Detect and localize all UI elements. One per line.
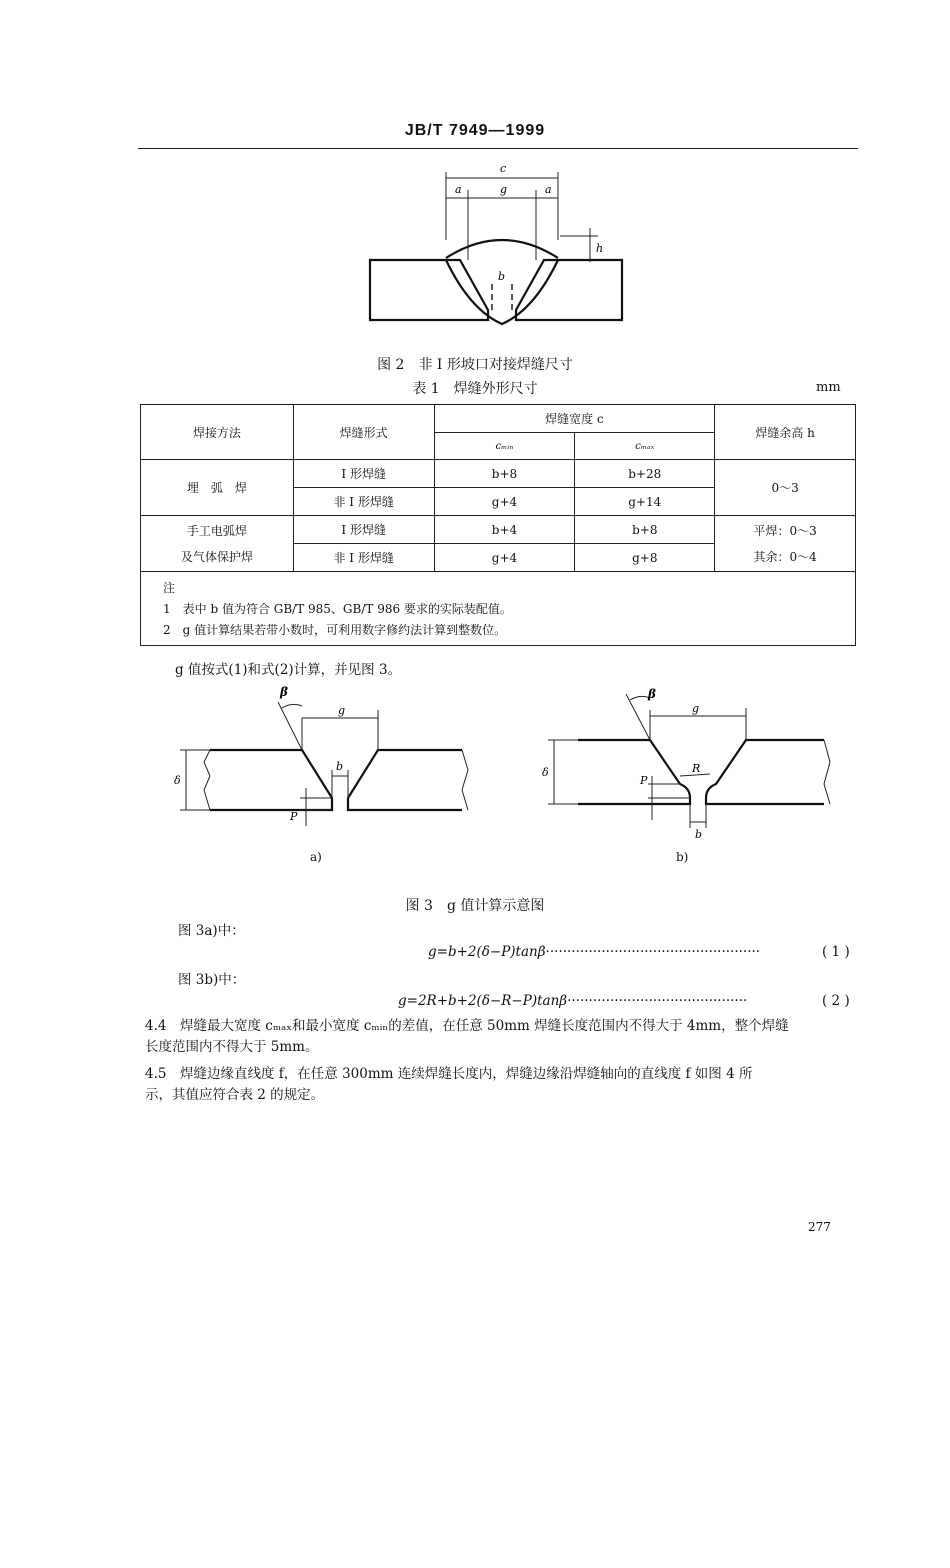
figure-2-weld-diagram [360,160,630,335]
reinforcement-line-2: 其余：0～4 [753,549,817,564]
equation-1-ref: 图 3a)中： [178,923,245,939]
note-item-1: 1 表中 b 值为符合 GB/T 985、GB/T 986 要求的实际装配值。 [163,602,512,616]
fig3a-b: b [336,760,344,773]
header-cmin: cₘᵢₙ [434,433,575,460]
method-line-1: 手工电弧焊 [186,523,247,538]
document-header: JB/T 7949—1999 [404,122,546,139]
clause-4-4-line2: 长度范围内不得大于 5mm。 [145,1039,319,1055]
table-cell: 0～3 [715,460,856,516]
table-cell: g+8 [575,544,715,572]
fig3a-P: P [290,810,298,823]
equation-2-number: ( 2 ) [822,993,850,1009]
table-cell: b+4 [434,516,575,544]
figure-3b-diagram [540,680,840,840]
table-cell: b+8 [434,460,575,488]
row-method-manual [141,516,294,572]
header-rule [138,148,858,149]
dim-label-c: c [500,162,507,175]
table-cell: g+14 [575,488,715,516]
fig3b-R: R [692,762,701,775]
table-cell: I 形焊缝 [293,460,434,488]
equation-1-formula: g=b+2(δ−P)tanβ [428,944,546,960]
fig3b-g: g [692,702,700,715]
equation-2-ref: 图 3b)中： [178,972,246,988]
figure-3-caption: 图 3 g 值计算示意图 [405,898,545,914]
dim-label-h: h [596,242,604,255]
header-cmax: cₘₐₓ [575,433,715,460]
fig3b-P: P [640,774,648,787]
fig3a-beta: β [280,685,288,699]
table-1-unit: mm [816,380,841,395]
equation-2 [398,993,747,1009]
figure-3b-label: b) [676,850,689,864]
clause-4-5-line2: 示，其值应符合表 2 的规定。 [145,1087,325,1103]
figure-3a-label: a) [310,850,322,864]
note-item-2: 2 g 值计算结果若带小数时，可利用数字修约法计算到整数位。 [163,623,507,637]
header-reinforcement: 焊缝余高 h [715,405,856,460]
table-cell: 非 I 形焊缝 [293,488,434,516]
figure-3a-diagram [170,680,470,840]
clause-4-4 [145,1016,860,1058]
row-reinforcement-manual [715,516,856,572]
method-line-2: 及气体保护焊 [180,549,253,564]
equation-1 [428,944,760,960]
table-1 [140,404,856,646]
table-cell: 非 I 形焊缝 [293,544,434,572]
page-number: 277 [808,1220,831,1234]
fig3b-b: b [695,828,703,840]
header-width: 焊缝宽度 c [434,405,715,433]
table-cell: b+28 [575,460,715,488]
reinforcement-line-1: 平焊：0～3 [753,523,817,538]
dim-label-a-left: a [455,183,462,196]
dim-label-b: b [498,270,506,283]
table-cell: g+4 [434,544,575,572]
figure-2-caption: 图 2 非 I 形坡口对接焊缝尺寸 [377,357,573,373]
equation-2-dots: ·········································· [567,993,748,1009]
clause-4-5-number: 4.5 [145,1066,167,1082]
header-method: 焊接方法 [141,405,294,460]
fig3a-g: g [338,704,346,717]
equation-1-number: ( 1 ) [822,944,850,960]
dim-label-g: g [500,183,508,196]
table-1-title: 表 1 焊缝外形尺寸 [412,381,538,397]
fig3b-beta: β [648,687,656,701]
clause-4-5 [145,1064,860,1106]
dim-label-a-right: a [545,183,552,196]
equation-1-dots: ·················································· [545,944,761,960]
table-cell: g+4 [434,488,575,516]
clause-4-4-number: 4.4 [145,1018,167,1034]
table-notes [141,572,856,646]
note-label: 注 [163,581,176,595]
fig3b-delta: δ [542,766,549,779]
equation-2-formula: g=2R+b+2(δ−R−P)tanβ [398,993,568,1009]
fig3a-delta: δ [174,774,181,787]
row-method-saw: 埋 弧 焊 [141,460,294,516]
clause-4-5-line1: 焊缝边缘直线度 f，在任意 300mm 连续焊缝长度内，焊缝边缘沿焊缝轴向的直线度 f 如图 4 所 [179,1066,753,1082]
table-cell: I 形焊缝 [293,516,434,544]
header-form: 焊缝形式 [293,405,434,460]
intro-text: g 值按式(1)和式(2)计算，并见图 3。 [175,662,402,678]
table-cell: b+8 [575,516,715,544]
clause-4-4-line1: 焊缝最大宽度 cₘₐₓ和最小宽度 cₘᵢₙ的差值，在任意 50mm 焊缝长度范围内不得大于 4mm，整个焊缝 [179,1018,789,1034]
